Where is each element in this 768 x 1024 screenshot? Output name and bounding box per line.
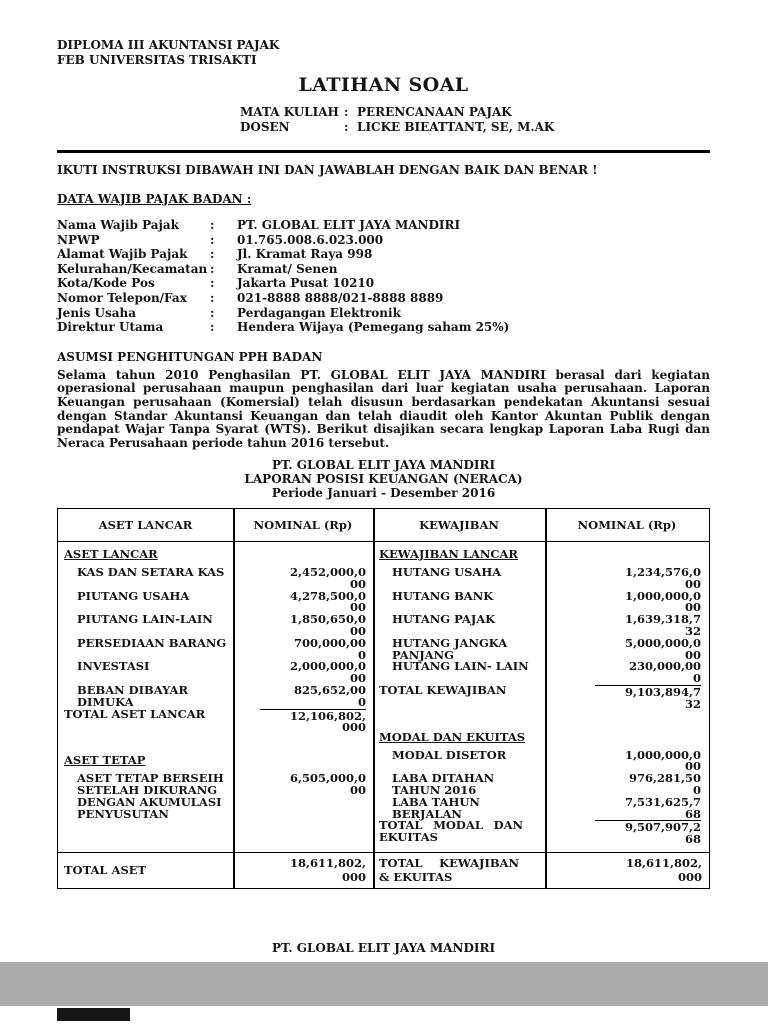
account-value: 1,000,000,000 [624,588,701,615]
colon-separator: : [210,247,215,262]
table-row [373,614,709,638]
colon-separator: : [210,232,215,247]
total-value: 9,103,894,732 [545,685,708,711]
spacer [373,711,709,732]
account-value: 1,639,318,732 [624,612,701,639]
field-value: 021-8888 8888/021-8888 8889 [237,290,444,305]
taxpayer-fields [57,218,710,335]
account-label: HUTANG PAJAK [392,612,496,627]
section-heading: MODAL DAN EKUITAS [379,729,526,744]
institution-line-1: DIPLOMA III AKUNTANSI PAJAK [57,38,280,52]
account-value: 1,234,576,000 [624,565,701,591]
total-liabilities-row [373,685,709,711]
account-value: 5,000,000,000 [624,635,701,662]
account-label: HUTANG JANGKA PANJANG [392,635,508,662]
field-row [57,262,710,277]
table-row [58,635,373,662]
page-title: LATIHAN SOAL [298,74,469,96]
account-label: PERSEDIAAN BARANG [77,635,227,650]
table-row [373,773,709,797]
assumption-section-heading: ASUMSI PENGHITUNGAN PPH BADAN [57,349,323,364]
colon-separator: : [210,290,215,305]
field-row [57,218,710,233]
field-label: Direktur Utama [57,320,164,335]
field-value: 01.765.008.6.023.000 [237,232,384,247]
account-value: 2,000,000,000 [289,659,366,686]
table-row [58,685,373,709]
field-row [57,291,710,306]
table-row [373,747,709,774]
field-value: PT. GLOBAL ELIT JAYA MANDIRI [237,218,461,232]
course-label: MATA KULIAH [240,105,339,119]
section-row [58,755,373,771]
lecturer-label: DOSEN [240,120,290,134]
assumption-paragraph: Selama tahun 2010 Penghasilan PT. GLOBAL ELIT JAYA MANDIRI berasal dari kegiatan operasional perusahaan maupun penghasilan dari luar kegiatan usaha perusahaan. Laporan Keuangan perusahaan (Komersial) telah disusun berdasarkan pendekatan Akuntansi sesuai dengan Standar Akuntansi Keuangan dan telah diaudit oleh Kantor Akuntan Publik dengan pendapat Wajar Tanpa Syarat (WTS). Berikut disajikan secara lengkap Laporan Laba Rugi dan Neraca Perusahaan periode tahun 2016 tersebut. [57,367,710,450]
field-row [57,306,710,321]
account-label: MODAL DISETOR [392,747,507,762]
field-value: Jakarta Pusat 10210 [237,276,375,291]
account-label: LABA DITAHAN TAHUN 2016 [392,771,495,798]
account-value: 6,505,000,000 [289,771,366,798]
colon-separator: : [344,120,349,134]
field-value: Perdagangan Elektronik [237,305,401,320]
account-label: INVESTASI [77,659,150,674]
field-row [57,247,710,262]
account-label: LABA TAHUN BERJALAN [392,794,480,821]
column-header-nominal-left: NOMINAL (Rp) [253,518,353,533]
column-divider [373,509,375,888]
section-heading: KEWAJIBAN LANCAR [379,547,518,562]
table-body [58,542,709,852]
next-page-fragment [57,1008,130,1021]
column-header-liabilities: KEWAJIBAN [419,518,499,533]
table-row [373,794,709,821]
account-value: 2,452,000,000 [289,565,366,591]
field-value: Hendera Wijaya (Pemegang saham 25%) [237,320,510,335]
colon-separator: : [210,218,215,232]
colon-separator: : [210,305,215,320]
total-value: 9,507,907,268 [545,820,708,846]
lecturer-row [240,120,710,135]
balance-sheet-table [57,508,710,889]
colon-separator: : [210,320,215,335]
table-row [58,773,373,820]
account-value: 1,000,000,000 [624,747,701,774]
section-heading: ASET TETAP [64,753,146,768]
account-value: 976,281,500 [628,771,701,798]
field-label: Alamat Wajib Pajak [57,247,188,262]
taxpayer-section-heading: DATA WAJIB PAJAK BADAN : [57,192,252,206]
field-label: Kota/Kode Pos [57,276,155,291]
total-value: 12,106,802,000 [233,709,373,735]
account-value: 7,531,625,768 [624,794,701,821]
column-divider [545,509,547,888]
table-row [373,635,709,662]
field-label: Nama Wajib Pajak [57,218,179,232]
field-label: Nomor Telepon/Fax [57,290,187,305]
section-heading: ASET LANCAR [64,547,158,562]
colon-separator: : [210,261,215,276]
table-row [373,661,709,685]
spacer [58,734,373,755]
table-row [58,661,373,685]
grand-total-row [58,852,709,888]
field-row [57,276,710,291]
section-row [58,549,373,565]
page-gap-band [0,962,768,1006]
field-value: Kramat/ Senen [237,261,338,276]
field-label: Kelurahan/Kecamatan [57,261,208,276]
total-label: TOTAL KEWAJIBAN [379,683,507,698]
table-row [373,567,709,591]
course-row [240,105,710,120]
report-title: LAPORAN POSISI KEUANGAN (NERACA) [244,471,523,486]
lecturer-value: LICKE BIEATTANT, SE, M.AK [357,120,555,134]
account-value: 700,000,000 [293,635,366,662]
section-row [373,549,709,565]
account-label: HUTANG USAHA [392,565,502,580]
account-label: PIUTANG USAHA [77,588,190,603]
colon-separator: : [344,105,349,119]
total-current-assets-row [58,706,373,735]
colon-separator: : [210,276,215,291]
total-label: TOTAL MODAL DAN EKUITAS [379,818,523,845]
section-row [373,729,709,748]
table-header-row [58,509,709,542]
total-liab-equity-value: 18,611,802,000 [625,856,702,885]
total-equity-row [373,820,709,846]
total-assets-value: 18,611,802,000 [289,856,366,885]
field-value: Jl. Kramat Raya 998 [237,247,373,262]
assets-column [58,549,373,846]
table-row [58,588,373,615]
column-header-nominal-right: NOMINAL (Rp) [577,518,677,533]
table-row [373,588,709,615]
total-assets-label: TOTAL ASET [64,863,147,878]
report-company: PT. GLOBAL ELIT JAYA MANDIRI [271,458,496,473]
account-value: 4,278,500,000 [289,588,366,615]
account-label: ASET TETAP BERSEIH SETELAH DIKURANG DENGAN AKUMULASI PENYUSUTAN [77,771,224,821]
field-row [57,320,710,335]
account-label: HUTANG BANK [392,588,494,603]
report-heading-block [57,459,710,500]
account-label: PIUTANG LAIN-LAIN [77,612,213,627]
instruction-text: IKUTI INSTRUKSI DIBAWAH INI DAN JAWABLAH DENGAN BAIK DAN BENAR ! [57,163,598,177]
account-label: KAS DAN SETARA KAS [77,565,225,580]
course-value: PERENCANAAN PAJAK [357,105,512,119]
table-row [58,567,373,591]
table-row [58,614,373,638]
footer-company-name: PT. GLOBAL ELIT JAYA MANDIRI [271,941,496,956]
field-label: NPWP [57,232,100,247]
report-period: Periode Januari - Desember 2016 [271,485,496,500]
liabilities-column [373,549,709,846]
total-label: TOTAL ASET LANCAR [64,706,206,721]
field-row [57,233,710,248]
field-label: Jenis Usaha [57,305,137,320]
institution-line-2: FEB UNIVERSITAS TRISAKTI [57,52,257,67]
column-divider [233,509,235,888]
institution-block [57,38,710,67]
column-header-assets: ASET LANCAR [98,518,193,533]
account-value: 1,850,650,000 [289,612,366,639]
total-liab-equity-label: TOTAL KEWAJIBAN & EKUITAS [379,856,519,885]
account-label: HUTANG LAIN- LAIN [392,659,529,674]
course-meta-block [240,105,710,135]
account-value: 230,000,000 [628,659,701,686]
horizontal-rule [57,150,710,153]
account-value: 825,652,000 [293,683,366,709]
account-label: BEBAN DIBAYAR DIMUKA [77,683,189,709]
